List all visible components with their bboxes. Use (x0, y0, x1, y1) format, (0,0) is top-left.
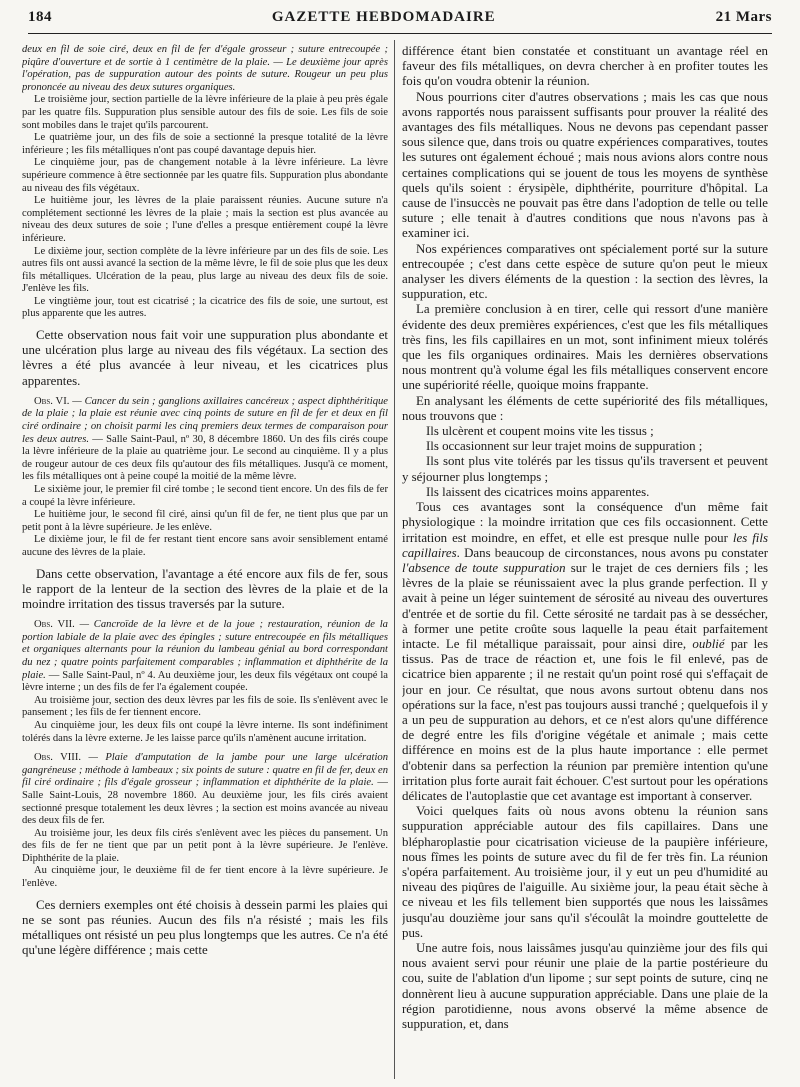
paragraph: Ces derniers exemples ont été choisis à dessein parmi les plaies qui ne se sont pas réunies. Aucun des fils n'a résisté ; mais les fils métalliques ont résisté un peu plus longtemps que les autres. Ce n'a été qu'une légère différence ; mais cette (22, 897, 388, 958)
observation-text: — Salle Saint-Paul, nº 30, 8 décembre 1860. Un des fils cirés coupe la lèvre inférieure de la plaie au quatrième jour. Le second au cinquième. Il y a plus de rougeur autour de ces deux fils qu'autour des fils métalliques. Jusqu'à ce moment, les fils métalliques ont à peine coupé la moitié de la même lèvre. (22, 433, 388, 483)
paragraph: La première conclusion à en tirer, celle qui ressort d'une manière évidente des deux premières expériences, c'est que les fils métalliques très fins, les fils capillaires en un mot, sont infiniment mieux tolérés que les fils organiques ordinaires. Mais les dernières observations nous montrent qu'à volume égal les fils métalliques conservent encore une supériorité réelle, quoique moins frappante. (402, 302, 768, 393)
observation-text: — Salle Saint-Paul, nº 4. Au deuxième jour, les deux fils végétaux ont coupé la lèvre interne ; un des fils de fer l'a également coupée. (22, 669, 388, 694)
list-item: Ils laissent des cicatrices moins apparentes. (426, 484, 650, 499)
paragraph: différence étant bien constatée et constituant un avantage réel en faveur des fils métalliques, on devra chercher à en profiter toutes les fois qu'on voudra obtenir la réunion. (402, 44, 768, 89)
header-rule (28, 33, 772, 34)
issue-date: 21 Mars (715, 8, 772, 25)
paragraph (402, 500, 768, 804)
emphasis: l'absence de toute suppuration (402, 560, 566, 575)
paragraph: Le huitième jour, le second fil ciré, ainsi qu'un fil de fer, ne tient plus que par un petit pont à la lèvre supérieure. Je les enlève. (22, 509, 388, 533)
paragraph: En analysant les éléments de cette supériorité des fils métalliques, nous trouvons que : (402, 393, 768, 423)
right-column (402, 44, 768, 1081)
observation-8 (22, 752, 388, 828)
paragraph: Dans cette observation, l'avantage a été encore aux fils de fer, sous le rapport de la lenteur de la section des lèvres de la plaie et de la moindre irritation des tissus traversés par la suture. (22, 566, 388, 611)
paragraph: Cette observation nous fait voir une suppuration plus abondante et une ulcération plus large au niveau des fils végétaux. La section des lèvres a été plus avancée à leur niveau, et les cicatrices plus apparentes. (22, 328, 388, 388)
paragraph: Au troisième jour, les deux fils cirés s'enlèvent avec les pièces du pansement. Un des fils de fer ne tient que par un petit pont à la lèvre supérieure. Je l'enlève. Diphthérite de la plaie. (22, 827, 388, 864)
page-header (28, 2, 772, 32)
paragraph: Au cinquième jour, le deuxième fil de fer tient encore à la lèvre supérieure. Je l'enlève. (22, 865, 388, 890)
paragraph: Au cinquième jour, les deux fils ont coupé la lèvre interne. Ils sont indéfiniment tolérés dans la lèvre externe. Je les laisse parce qu'ils n'amènent aucune irritation. (22, 719, 388, 744)
paragraph: Le vingtième jour, tout est cicatrisé ; la cicatrice des fils de soie, une surtout, est plus apparente que les autres. (22, 295, 388, 320)
text-run: sur le trajet de ces derniers fils ; les lèvres de la plaie se réunissaient avec la plus grande perfection. Il y avait à peine un léger suintement de sérosité au niveau des ouvertures d'entrée et de sortie du fil. Cette sérosité ne tardait pas à se dessécher, à former une petite croûte sous laquelle la peau était parfaitement intacte. Le fil métallique paraissait, pour ainsi dire, (402, 560, 768, 651)
paragraph: Le sixième jour, le premier fil ciré tombe ; le second tient encore. Un des fils de fer a coupé la lèvre inférieure. (22, 484, 388, 508)
paragraph: Le troisième jour, section partielle de la lèvre inférieure de la plaie à peu près égale par les quatre fils. Suppuration plus sensible autour des fils de soie. Les fils de soie sont mobiles dans le trajet qu'ils parcourent. (22, 94, 388, 131)
column-separator (394, 40, 395, 1079)
list-item: Ils ulcèrent et coupent moins vite les tissus ; (426, 424, 654, 439)
paragraph: Le huitième jour, les lèvres de la plaie paraissent réunies. Aucune suture n'a complétement sectionné les lèvres de la plaie ; mais la section est plus avancée au niveau des deux sutures de soie ; l'une d'elles a presque entièrement coupé la lèvre inférieure. (22, 195, 388, 244)
emphasis: les fils capillaires (402, 530, 768, 560)
text-run: Tous ces avantages sont la conséquence d'un même fait physiologique : la moindre irritation que ces fils occasionnent. Cette irritation est moindre, en effet, et elle est presque nulle pour (402, 500, 768, 545)
observation-title: — Cancer du sein ; ganglions axillaires cancéreux ; aspect diphthéritique de la plaie ; la plaie est réunie avec cinq points de suture en fil de fer et deux en fil ciré ordinaire ; on choisit parmi les cinq premiers deux termes de comparaison pour les deux autres. (22, 395, 388, 445)
observation-6 (22, 396, 388, 484)
paragraph: Au troisième jour, section des deux lèvres par les fils de soie. Ils s'enlèvent avec le pansement ; les fils de fer tiennent encore. (22, 694, 388, 719)
list-item: Ils occasionnent sur leur trajet moins de suppuration ; (426, 439, 703, 454)
left-column (22, 44, 388, 1081)
emphasis: oublié (692, 636, 725, 651)
page-number: 184 (28, 8, 52, 25)
observation-7 (22, 619, 388, 695)
observation-title: — Plaie d'amputation de la jambe pour une large ulcération gangréneuse ; méthode à lambeaux ; six points de suture : quatre en fil de fer, deux en fil ciré ordinaire ; fils d'égale grosseur ; inflammation et diphthérite de la plaie. (22, 752, 388, 789)
paragraph: deux en fil de soie ciré, deux en fil de fer d'égale grosseur ; suture entrecoupée ; piqûre d'ouverture et de sortie à 1 centimètre de la plaie. — Le deuxième jour après l'opération, pas de suppuration autour des points de suture. Rougeur un peu plus prononcée au niveau des deux sutures organiques. (22, 44, 388, 93)
list-item: Ils sont plus vite tolérés par les tissus qu'ils traversent et peuvent y séjourner plus longtemps ; (402, 454, 768, 484)
paragraph: Le dixième jour, section complète de la lèvre inférieure par un des fils de soie. Les autres fils ont aussi avancé la section de la même lèvre, le fil de soie plus que les deux fils métalliques. Ulcération de la peau, plus large au niveau des deux fils de soie. J'enlève les fils. (22, 245, 388, 295)
paragraph: Voici quelques faits où nous avons obtenu la réunion sans suppuration appréciable autour des fils capillaires. Dans une blépharoplastie pour cicatrisation vicieuse de la paupière inférieure, nous fîmes les points de suture avec du fil de fer très fin. La réunion s'opéra parfaitement. Au troisième jour, il y eut un peu d'humidité au niveau des piqûres de l'aiguille. Au sixième jour, la peau était sèche à ce niveau et les fils tellement bien supportés que nous les laissâmes jusqu'au douzième jour sans qu'il s'écoulât la moindre gouttelette de pus. (402, 804, 768, 940)
text-run: . Dans beaucoup de circonstances, nous avons pu constater (456, 545, 768, 560)
observation-title: — Cancroïde de la lèvre et de la joue ; restauration, réunion de la portion labiale de la plaie avec des épingles ; suture entrecoupée en fils métalliques et organiques alternants pour la réunion du lambeau génial au bord correspondant du nez ; quatre points parfaitement comparables ; inflammation et diphthérite de la plaie. (22, 619, 388, 681)
paragraph: Le quatrième jour, un des fils de soie a sectionné la presque totalité de la lèvre inférieure ; les fils métalliques n'ont pas coupé davantage depuis hier. (22, 132, 388, 156)
observation-number: Obs. VIII. (34, 752, 81, 764)
paragraph: Le cinquième jour, pas de changement notable à la lèvre inférieure. La lèvre supérieure commence à être sectionnée par les quatre fils. Suppuration plus abondante au niveau des fils végétaux. (22, 157, 388, 194)
paragraph: Nos expériences comparatives ont spécialement porté sur la suture entrecoupée ; c'est dans cette espèce de suture qu'on peut le mieux analyser les divers éléments de la question : la section des lèvres, la suppuration, etc. (402, 241, 768, 302)
paragraph: Nous pourrions citer d'autres observations ; mais les cas que nous avons rapportés nous paraissent suffisants pour prouver la réalité des avantages des fils métalliques. Nous ne devons pas cependant passer sous silence que, dans trois ou quatre expériences comparatives, toutes les sutures ont également échoué ; mais nous avions alors contre nous certaines complications qui se jouent de tous les moyens de synthèse quels qu'ils soient : érysipèle, diphthérite, pourriture d'hôpital. La cause de l'insuccès ne pouvait pas être dans l'adoption de telle ou telle suture ; elle tenait à d'autres conditions que nous n'avons pas à examiner ici. (402, 89, 768, 241)
text-run: par les tissus. Pas de trace de réaction et, une fois le fil enlevé, pas de cicatrice bien apparente ; il ne restait qu'un point rosé qui s'effaçait de jour en jour. Ce résultat, que nous avons surtout obtenu dans nos opérations sur la face, n'est pas toujours aussi tranché ; quelquefois il y a un peu de suppuration au dehors, et ce n'est alors qu'une différence de degré entre les fils d'origine végétale et animale ; mais cette différence en moins est de la plus haute importance : elle permet d'obtenir dans sa perfection la réunion par première intention qu'une irritation plus forte aurait fait échouer. C'est surtout pour les opérations délicates de l'autoplastie que cet avantage est important à conserver. (402, 636, 768, 803)
paragraph: Une autre fois, nous laissâmes jusqu'au quinzième jour des fils qui nous avaient servi pour réunir une plaie de la partie postérieure du cou, suite de l'ablation d'un lipome ; sur sept points de suture, cinq ne donnèrent lieu à aucune suppuration appréciable. Dans une plaie de la région parotidienne, nous avons observé la même absence de suppuration, et, dans (402, 940, 768, 1031)
observation-text: — Salle Saint-Louis, 28 novembre 1860. Au deuxième jour, les fils cirés avaient sectionné presque totalement les deux lèvres ; la section est moins avancée au niveau des deux fils de fer. (22, 777, 388, 827)
observation-number: Obs. VI. (34, 395, 70, 407)
paragraph: Le dixième jour, le fil de fer restant tient encore sans avoir sensiblement entamé aucune des lèvres de la plaie. (22, 534, 388, 558)
journal-title: GAZETTE HEBDOMADAIRE (271, 8, 496, 25)
observation-number: Obs. VII. (34, 619, 75, 631)
